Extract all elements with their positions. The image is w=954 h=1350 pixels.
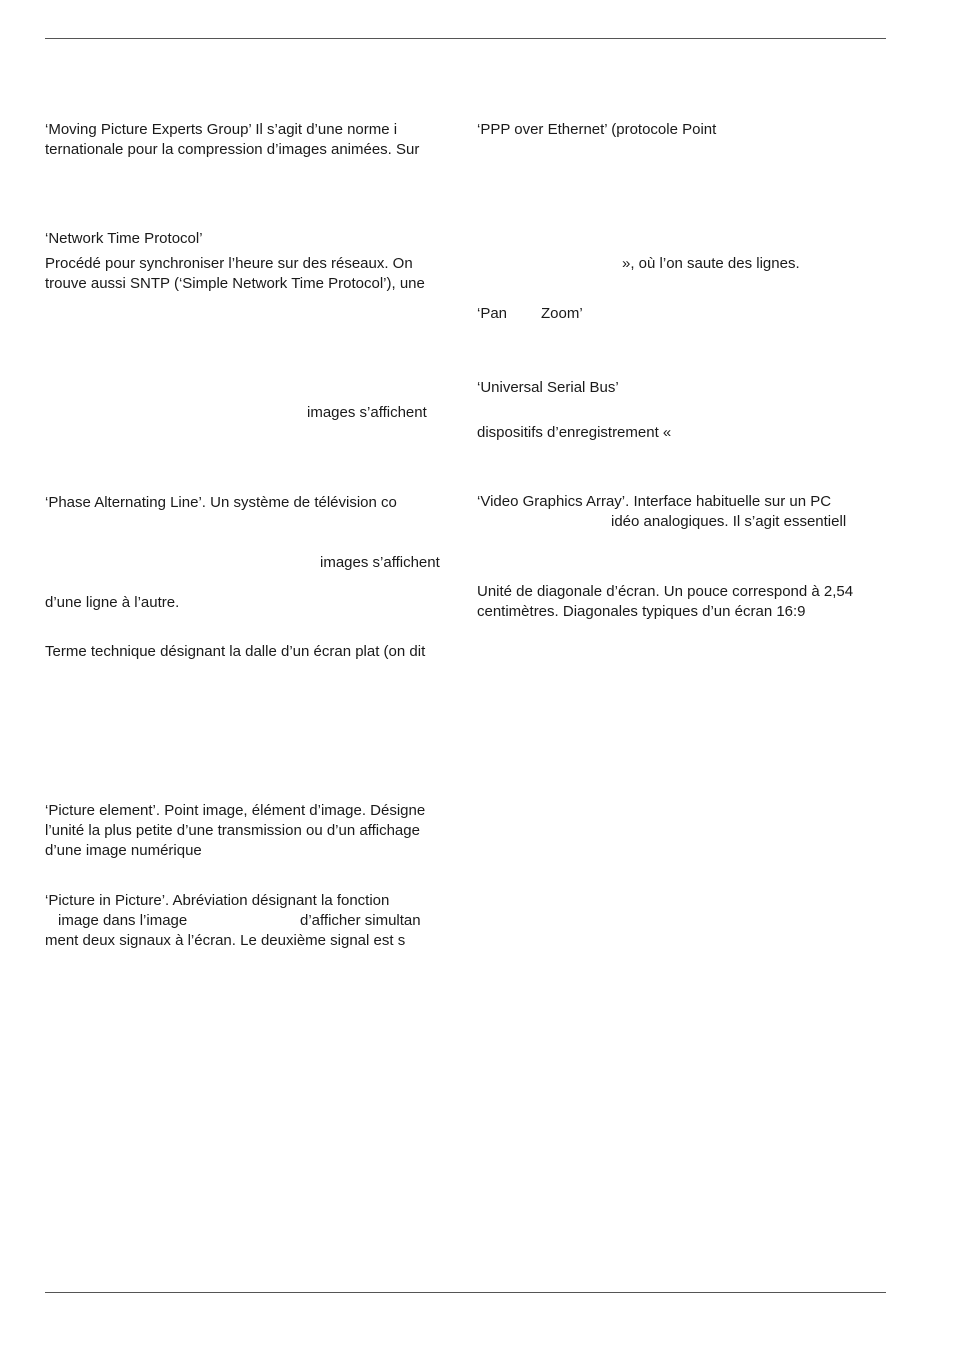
usb-term: ‘Universal Serial Bus’ <box>477 379 619 396</box>
pouce-definition-line-2: centimètres. Diagonales typiques d’un écran 16:9 <box>477 603 806 620</box>
pip-definition-line-1: ‘Picture in Picture’. Abréviation désignant la fonction <box>45 892 390 909</box>
pixel-definition-line-1: ‘Picture element’. Point image, élément d’image. Désigne <box>45 802 426 819</box>
images-fragment-2: images s’affichent <box>320 554 440 571</box>
ligne-fragment: d’une ligne à l’autre. <box>45 594 180 611</box>
ptz-pan: ‘Pan <box>477 305 508 322</box>
pal-definition: ‘Phase Alternating Line’. Un système de télévision co <box>45 494 397 511</box>
header-rule <box>45 38 886 39</box>
dispositifs-fragment: dispositifs d’enregistrement « <box>477 424 672 441</box>
pixel-definition-line-2: l’unité la plus petite d’une transmission ou d’un affichage <box>45 822 420 839</box>
mpeg-definition-line-1: ‘Moving Picture Experts Group’ Il s’agit d’une norme i <box>45 121 398 138</box>
pip-definition-line-2b: d’afficher simultan <box>300 912 421 929</box>
pip-definition-line-2a: image dans l’image <box>58 912 188 929</box>
vga-definition-line-2: idéo analogiques. Il s’agit essentiell <box>611 513 847 530</box>
mpeg-definition-line-2: ternationale pour la compression d’images animées. Sur <box>45 141 420 158</box>
images-fragment-1: images s’affichent <box>307 404 427 421</box>
pouce-definition-line-1: Unité de diagonale d’écran. Un pouce correspond à 2,54 <box>477 583 854 600</box>
ptz-zoom: Zoom’ <box>541 305 583 322</box>
pixel-definition-line-3: d’une image numérique <box>45 842 202 859</box>
ntp-definition-line-2: trouve aussi SNTP (‘Simple Network Time Protocol’), une <box>45 275 425 292</box>
vga-definition-line-1: ‘Video Graphics Array’. Interface habituelle sur un PC <box>477 493 832 510</box>
interlace-fragment: », où l’on saute des lignes. <box>622 255 800 272</box>
ntp-definition-line-1: Procédé pour synchroniser l’heure sur des réseaux. On <box>45 255 413 272</box>
pip-definition-line-3: ment deux signaux à l’écran. Le deuxième signal est s <box>45 932 406 949</box>
footer-rule <box>45 1292 886 1293</box>
panel-definition: Terme technique désignant la dalle d’un écran plat (on dit <box>45 643 426 660</box>
pppoe-term: ‘PPP over Ethernet’ (protocole Point <box>477 121 717 138</box>
ntp-term: ‘Network Time Protocol’ <box>45 230 203 247</box>
